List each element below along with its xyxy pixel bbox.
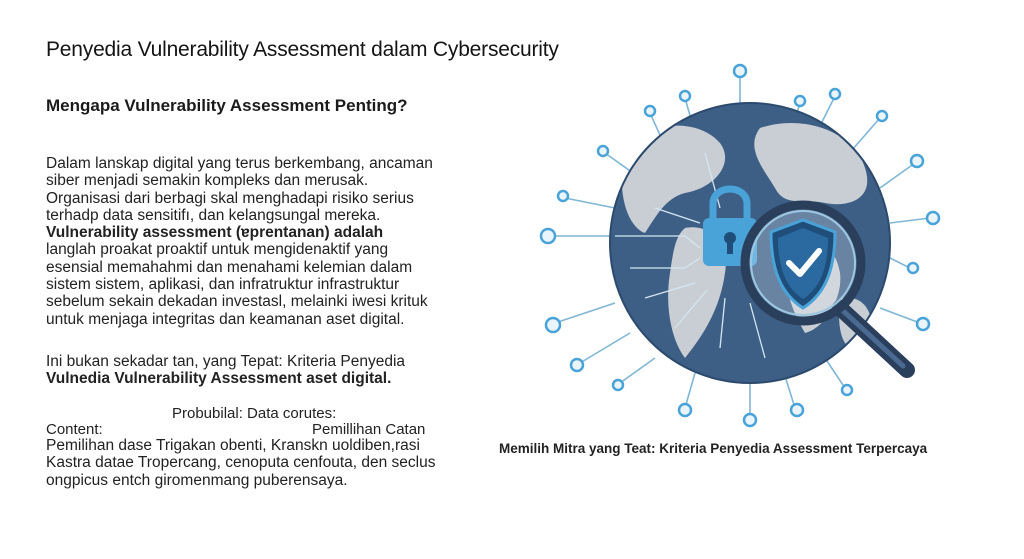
text-line: sistem sistem, aplikasi, dan infratruktur infrastruktur xyxy=(46,276,400,294)
text-line: terhadp data sensitifı, dan kelangsungal mereka. xyxy=(46,206,381,224)
text-line: Dalam lanskap digital yang terus berkembang, ancaman xyxy=(46,155,433,172)
text-line: Organisasi dari berbagi skal menghadapi risiko serius xyxy=(46,189,414,207)
text-line: ongpicus entch giromenmang puberensaya. xyxy=(46,471,348,489)
section-subtitle: Mengapa Vulnerability Assessment Penting? xyxy=(46,96,408,115)
section-left-label: Content: xyxy=(46,421,103,438)
text-line: esensial memahahmi dan menahami kelemian dalam xyxy=(46,258,413,276)
text-line: Kastra datae Tropercang, cenoputa cenfouta, den seclus xyxy=(46,454,436,472)
intro-paragraph xyxy=(46,155,433,328)
section-right-label: Pemillihan Catan xyxy=(312,421,426,438)
text-line: untuk menjaga integritas dan keamanan aset digital. xyxy=(46,310,405,328)
text-line-bold: Vulnerability assessment (ɐprentanan) adalah xyxy=(46,224,384,242)
text-line: langlah proakat proaktif untuk mengidenaktif yang xyxy=(46,241,389,259)
section-center-label: Probubilal: Data corutes: xyxy=(172,405,337,422)
cybersecurity-globe-illustration xyxy=(535,58,965,428)
text-line-bold: Vulnedia Vulnerability Assessment aset digital. xyxy=(46,370,392,388)
text-line: siber menjadi semakin kompleks dan merusak. xyxy=(46,172,369,190)
text-line: sebelum sekain dekadan investasl, melainki iwesi krituk xyxy=(46,293,428,311)
text-line: Pemilihan dase Trigakan obenti, Kranskn uoldiben,rasi xyxy=(46,437,420,454)
illustration-caption: Memilih Mitra yang Teat: Kriteria Penyedia Assessment Terpercaya xyxy=(499,441,928,456)
page-title: Penyedia Vulnerability Assessment dalam Cybersecurity xyxy=(46,38,559,61)
text-line: Ini bukan sekadar tan, yang Tepat: Kriteria Penyedia xyxy=(46,353,406,370)
summary-paragraph xyxy=(46,353,405,388)
criteria-paragraph xyxy=(46,437,435,489)
